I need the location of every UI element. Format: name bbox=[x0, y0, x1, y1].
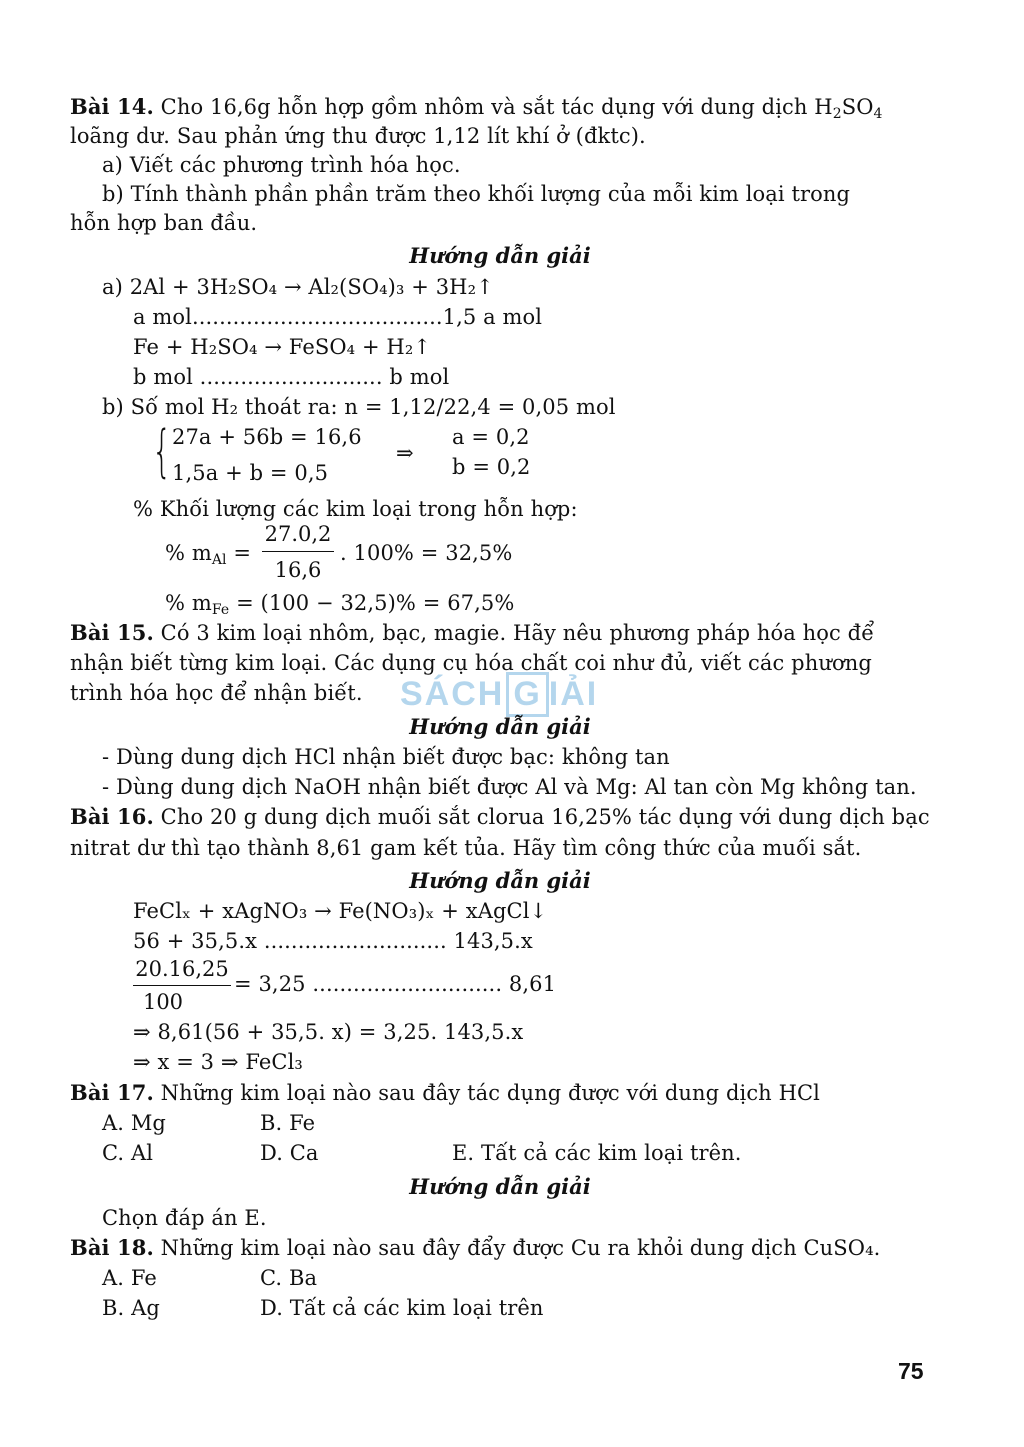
b16-fraction-numerator: 20.16,25 bbox=[135, 957, 229, 981]
b14-result-b: b = 0,2 bbox=[452, 455, 531, 479]
b17-option-b: B. Fe bbox=[260, 1111, 316, 1135]
b15-step-1: - Dùng dung dịch HCl nhận biết được bạc: không tan bbox=[102, 745, 670, 769]
b18-question: Bài 18. Những kim loại nào sau đây đẩy được Cu ra khỏi dung dịch CuSO₄. bbox=[70, 1235, 881, 1260]
system-brace: { bbox=[152, 419, 172, 484]
b16-fraction-denominator: 100 bbox=[142, 990, 184, 1014]
b17-option-e: E. Tất cả các kim loại trên. bbox=[452, 1141, 742, 1165]
b15-line-2: nhận biết từng kim loại. Các dụng cụ hóa chất coi như đủ, viết các phương bbox=[70, 651, 872, 675]
b16-line-2: nitrat dư thì tạo thành 8,61 gam kết tủa. Hãy tìm công thức của muối sắt. bbox=[70, 836, 862, 860]
b14-eq-2: Fe + H₂SO₄ → FeSO₄ + H₂↑ bbox=[133, 335, 432, 359]
b14-result-a: a = 0,2 bbox=[452, 425, 530, 449]
b14-line-1: Bài 14. Cho 16,6g hỗn hợp gồm nhôm và sắt tác dụng với dung dịch $H_2SO_4$ bbox=[70, 94, 883, 122]
implies-symbol: ⇒ bbox=[396, 441, 414, 465]
b16-fraction-bar bbox=[133, 985, 231, 986]
b14-moles-line: b) Số mol H₂ thoát ra: n = 1,12/22,4 = 0,05 mol bbox=[102, 395, 616, 419]
b17-option-d: D. Ca bbox=[260, 1141, 319, 1165]
b14-fraction-numerator: 27.0,2 bbox=[264, 522, 332, 546]
b14-percent-intro: % Khối lượng các kim loại trong hỗn hợp: bbox=[133, 497, 578, 521]
b14-line-3: a) Viết các phương trình hóa học. bbox=[102, 153, 461, 177]
b16-hint-heading: Hướng dẫn giải bbox=[409, 868, 591, 893]
b14-fraction-denominator: 16,6 bbox=[274, 558, 322, 582]
page-number: 75 bbox=[898, 1358, 924, 1384]
watermark-logo: SÁCH G IẢI bbox=[400, 672, 620, 728]
b15-step-2: - Dùng dung dịch NaOH nhận biết được Al và Mg: Al tan còn Mg không tan. bbox=[102, 775, 917, 799]
b16-line-1: Bài 16. Cho 20 g dung dịch muối sắt clorua 16,25% tác dụng với dung dịch bạc bbox=[70, 804, 930, 829]
b16-solve-line: ⇒ 8,61(56 + 35,5. x) = 3,25. 143,5.x bbox=[133, 1020, 524, 1044]
b17-option-c: C. Al bbox=[102, 1141, 154, 1165]
b16-equation: FeClₓ + xAgNO₃ → Fe(NO₃)ₓ + xAgCl↓ bbox=[133, 899, 548, 923]
b18-option-d: D. Tất cả các kim loại trên bbox=[260, 1296, 544, 1320]
b15-line-1: Bài 15. Có 3 kim loại nhôm, bạc, magie. Hãy nêu phương pháp hóa học để bbox=[70, 620, 875, 645]
b14-line-2: loãng dư. Sau phản ứng thu được 1,12 lít khí ở (đktc). bbox=[70, 124, 646, 148]
b17-hint-heading: Hướng dẫn giải bbox=[409, 1174, 591, 1199]
b14-line-4: b) Tính thành phần phần trăm theo khối lượng của mỗi kim loại trong bbox=[102, 182, 851, 206]
b16-mass-line: = 3,25 ............................ 8,61 bbox=[234, 972, 557, 996]
b18-option-c: C. Ba bbox=[260, 1266, 318, 1290]
b14-fraction-bar bbox=[262, 551, 334, 552]
b14-system-eq-2: 1,5a + b = 0,5 bbox=[172, 461, 329, 485]
b15-hint-heading: Hướng dẫn giải bbox=[409, 714, 591, 739]
b18-option-a: A. Fe bbox=[102, 1266, 157, 1290]
b16-answer-line: ⇒ x = 3 ⇒ FeCl₃ bbox=[133, 1050, 303, 1074]
b14-line-5: hỗn hợp ban đầu. bbox=[70, 211, 258, 235]
b17-option-a: A. Mg bbox=[102, 1111, 166, 1135]
b17-question: Bài 17. Những kim loại nào sau đây tác dụng được với dung dịch HCl bbox=[70, 1080, 820, 1105]
b14-mfe-line: % $m_{Fe} = (100 - 32,5)\% = 67,5\%$ bbox=[165, 591, 515, 618]
b14-eq-2-mol: b mol ........................... b mol bbox=[133, 365, 450, 389]
b14-mal-result: . 100% = 32,5% bbox=[340, 541, 513, 565]
b14-mal-label: % $m_{Al}$ = bbox=[165, 541, 252, 568]
b14-eq-1: a) 2Al + 3H₂SO₄ → Al₂(SO₄)₃ + 3H₂↑ bbox=[102, 275, 494, 299]
b14-eq-1-mol: a mol.....................................1,5 a mol bbox=[133, 305, 543, 329]
b15-line-3: trình hóa học để nhận biết. bbox=[70, 681, 363, 705]
b18-option-b: B. Ag bbox=[102, 1296, 160, 1320]
b16-molar-line: 56 + 35,5.x ........................... 143,5.x bbox=[133, 929, 533, 953]
b14-system-eq-1: 27a + 56b = 16,6 bbox=[172, 425, 362, 449]
b17-answer: Chọn đáp án E. bbox=[102, 1206, 267, 1230]
b14-hint-heading: Hướng dẫn giải bbox=[409, 243, 591, 268]
